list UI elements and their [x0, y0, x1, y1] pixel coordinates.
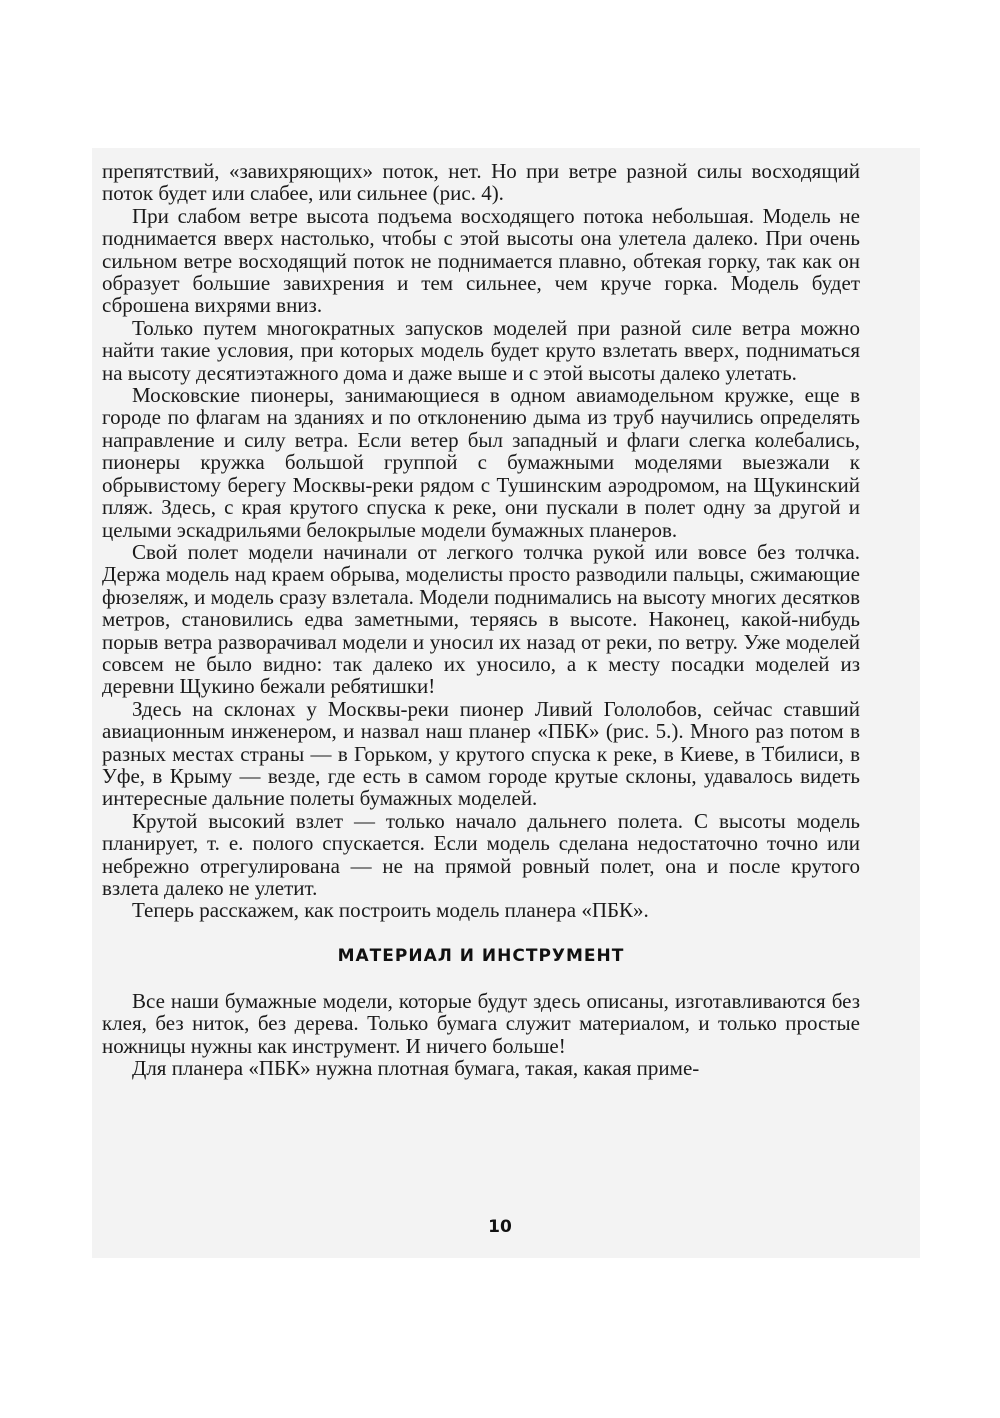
paragraph: Для планера «ПБК» нужна плотная бумага, такая, какая приме- [132, 1056, 700, 1081]
paragraph: Крутой высокий взлет — только начало дальнего полета. С высоты модель планирует, т. е. полого спускается. Если модель сделана недостаточно точно или небрежно отрегулирована — не на прямой ровный полет, она и после крутого взлета далеко не улетит. [102, 808, 860, 900]
section-heading: МАТЕРИАЛ И ИНСТРУМЕНТ [337, 945, 625, 966]
paragraph: Только путем многократных запусков моделей при разной силе ветра можно найти такие условия, при которых модель будет круто взлетать вверх, подниматься на высоту десятиэтажного дома и даже выше и с этой высоты далеко улетать. [102, 315, 860, 385]
paragraph: Теперь расскажем, как построить модель планера «ПБК». [132, 898, 649, 923]
document-body [102, 160, 860, 1079]
paragraph: Московские пионеры, занимающиеся в одном авиамодельном кружке, еще в городе по флагам на зданиях и по отклонению дыма из труб научились определять направление и силу ветра. Если ветер был западный и флаги слегка колебались, пионеры кружка большой группой с бумажными моделями выезжали к обрывистому берегу Москвы-реки рядом с Тушинским аэродромом, на Щукинский пляж. Здесь, с края крутого спуска к реке, они пускали в полет одну за другой и целыми эскадрильями белокрылые модели бумажных планеров. [102, 383, 860, 542]
paragraph: Свой полет модели начинали от легкого толчка рукой или вовсе без толчка. Держа модель над краем обрыва, моделисты просто разводили пальцы, сжимающие фюзеляж, и модель сразу взлетала. Модели поднимались на высоту многих десятков метров, становились едва заметными, теряясь в высоте. Наконец, какой-нибудь порыв ветра разворачивал модели и уносил их назад от реки, по ветру. Уже моделей совсем не было видно: так далеко их уносило, а к месту посадки моделей из деревни Щукино бежали ребятишки! [102, 539, 860, 699]
page-number: 10 [488, 1217, 512, 1237]
paragraph-continuation: препятствий, «завихряющих» поток, нет. Но при ветре разной силы восходящий поток будет или слабее, или сильнее (рис. 4). [102, 159, 860, 206]
paragraph: Здесь на склонах у Москвы-реки пионер Ливий Гололобов, сейчас ставший авиационным инженером, и назвал наш планер «ПБК» (рис. 5.). Много раз потом в разных местах страны — в Горьком, у крутого спуска к реке, в Киеве, в Тбилиси, в Уфе, в Крыму — везде, где есть в самом городе крутые склоны, удавалось видеть интересные дальние полеты бумажных моделей. [102, 696, 860, 811]
paragraph: При слабом ветре высота подъема восходящего потока небольшая. Модель не поднимается вверх настолько, чтобы с этой высоты она улетела далеко. При очень сильном ветре восходящий поток не поднимается плавно, обтекая горку, так как он образует большие завихрения и тем сильнее, чем круче горка. Модель будет сброшена вихрями вниз. [102, 203, 860, 318]
paragraph: Все наши бумажные модели, которые будут здесь описаны, изготавливаются без клея, без ниток, без дерева. Только бумага служит материалом, и только простые ножницы нужны как инструмент. И ничего больше! [102, 988, 860, 1058]
